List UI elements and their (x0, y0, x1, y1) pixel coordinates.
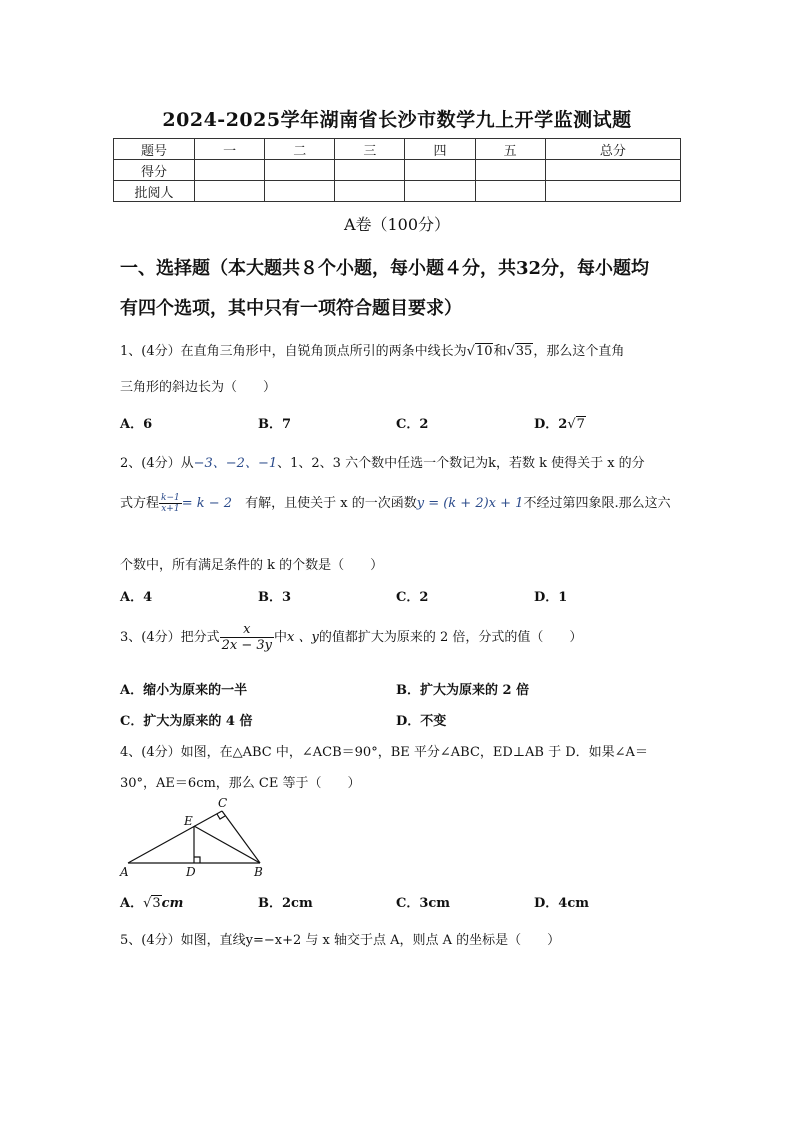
q1-option-b[interactable]: B．7 (258, 417, 292, 432)
question-2-line3: 个数中，所有满足条件的 k 的个数是（ ） (120, 558, 384, 573)
score-table-row (114, 160, 681, 181)
triangle-figure (118, 795, 268, 880)
table-cell (195, 160, 265, 181)
section-heading-line2: 有四个选项，其中只有一项符合题目要求） (120, 298, 462, 319)
section-subtitle: A卷（100分） (343, 215, 451, 234)
table-cell: 批阅人 (114, 181, 195, 202)
question-5-line1: 5、(4分）如图，直线y=−x+2 与 x 轴交于点 A，则点 A 的坐标是（ ） (120, 933, 561, 948)
fraction: $\frac{k-1}{x+1}$ (161, 493, 180, 514)
side-cb (222, 811, 260, 863)
table-cell (405, 181, 475, 202)
table-cell: 五 (475, 139, 545, 160)
question-text: 1、(4分）在直角三角形中，自锐角顶点所引的两条中线长为 (120, 344, 467, 359)
table-cell: 四 (405, 139, 475, 160)
q3-option-d[interactable]: D．不变 (396, 714, 447, 729)
table-cell: 一 (195, 139, 265, 160)
table-cell (405, 160, 475, 181)
q4-option-d[interactable]: D．4cm (534, 896, 589, 911)
q1-option-c[interactable]: C．2 (396, 417, 429, 432)
label-e: E (184, 814, 193, 828)
label-b: B (254, 865, 263, 879)
question-1-line1: 1、(4分）在直角三角形中，自锐角顶点所引的两条中线长为√10和√35，那么这个直角 (120, 344, 625, 359)
table-cell (545, 160, 680, 181)
question-2-line2: 式方程 $\frac{k-1}{x+1}$ = k − 2 有解，且使关于 x 的一次函数y = (k + 2)x + 1不经过第四象限.那么这六 (120, 493, 671, 514)
score-table-header-row (114, 139, 681, 160)
right-angle-d (194, 857, 200, 863)
table-cell (475, 160, 545, 181)
table-cell (265, 160, 335, 181)
question-4-line1: 4、(4分）如图，在△ABC 中，∠ACB＝90°，BE 平分∠ABC，ED⊥AB 于 D．如果∠A＝ (120, 745, 648, 760)
table-cell: 题号 (114, 139, 195, 160)
question-1-line2: 三角形的斜边长为（ ） (120, 380, 277, 395)
label-a: A (120, 865, 129, 879)
q4-option-a[interactable]: A．√3cm (120, 896, 184, 911)
table-cell (195, 181, 265, 202)
table-cell: 二 (265, 139, 335, 160)
q1-option-a[interactable]: A．6 (120, 417, 153, 432)
label-d: D (186, 865, 196, 879)
sqrt-35: √35 (506, 344, 533, 359)
section-heading-line1: 一、选择题（本大题共８个小题，每小题４分，共32分，每小题均 (120, 258, 650, 279)
table-cell: 三 (335, 139, 405, 160)
q4-option-c[interactable]: C．3cm (396, 896, 451, 911)
right-angle-c (217, 814, 225, 819)
exam-title: 2024-2025学年湖南省长沙市数学九上开学监测试题 (162, 109, 632, 131)
question-2-line1: 2、(4分）从−3、−2、−1、1、2、3 六个数中任选一个数记为k，若数 k 使得关于 x 的分 (120, 456, 645, 471)
question-4-line2: 30°，AE＝6cm，那么 CE 等于（ ） (120, 776, 361, 791)
segment-be (194, 826, 260, 863)
q2-option-c[interactable]: C．2 (396, 590, 429, 605)
label-c: C (218, 796, 228, 810)
table-cell (545, 181, 680, 202)
table-cell (335, 160, 405, 181)
q1-option-d[interactable]: D．2√7 (534, 417, 585, 432)
table-cell (335, 181, 405, 202)
fraction: $\frac{x}{2x - 3y}$ (221, 622, 272, 653)
q2-option-b[interactable]: B．3 (258, 590, 292, 605)
q2-option-a[interactable]: A．4 (120, 590, 153, 605)
table-cell: 得分 (114, 160, 195, 181)
q3-option-b[interactable]: B．扩大为原来的 2 倍 (396, 683, 530, 698)
q3-option-c[interactable]: C．扩大为原来的 4 倍 (120, 714, 253, 729)
score-table-row (114, 181, 681, 202)
q4-option-b[interactable]: B．2cm (258, 896, 313, 911)
side-ac (128, 811, 222, 863)
table-cell (475, 181, 545, 202)
table-cell (265, 181, 335, 202)
question-3-line1: 3、(4分）把分式 $\frac{x}{2x - 3y}$ 中x 、y的值都扩大为原来的 2 倍，分式的值（ ） (120, 622, 583, 653)
score-table (113, 138, 681, 202)
q2-option-d[interactable]: D．1 (534, 590, 568, 605)
q3-option-a[interactable]: A．缩小为原来的一半 (120, 683, 248, 698)
table-cell: 总分 (545, 139, 680, 160)
sqrt-10: √10 (466, 344, 493, 359)
